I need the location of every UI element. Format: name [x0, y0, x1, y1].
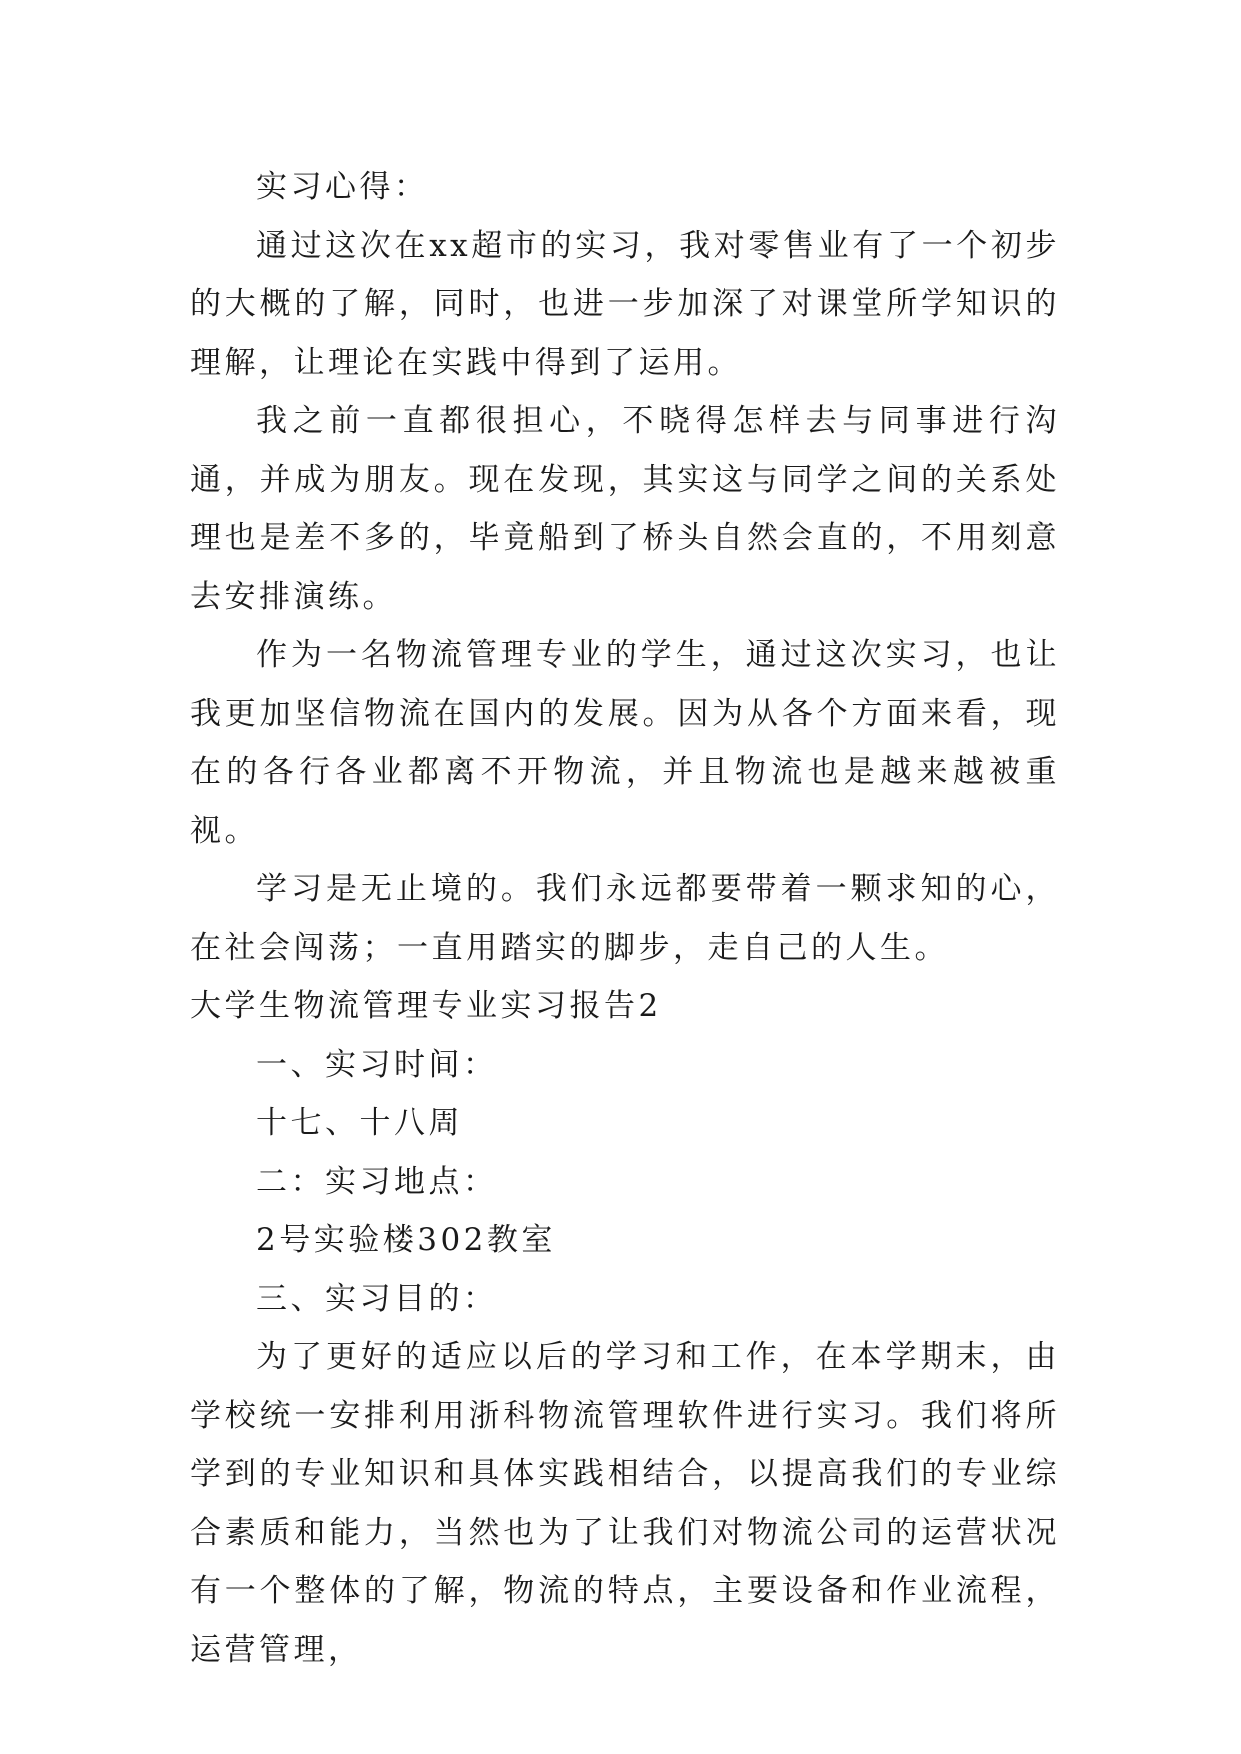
- paragraph-heading-internship-experience: 实习心得：: [256, 169, 429, 205]
- section-heading-time: 一、实习时间：: [256, 1046, 498, 1083]
- paragraph: 为了更好的适应以后的学习和工作，在本学期末，由学校统一安排利用浙科物流管理软件进行实习。我们将所学到的专业知识和具体实践相结合，以提高我们的专业综合素质和能力，当然也为了让我们对物流公司的运营状况有一个整体的了解，物流的特点，主要设备和作业流程，运营管理，: [190, 1339, 1060, 1668]
- paragraph: 学习是无止境的。我们永远都要带着一颗求知的心，在社会闯荡；一直用踏实的脚步，走自己的人生。: [190, 871, 1060, 966]
- document-body: [190, 158, 1060, 1679]
- paragraph: 我之前一直都很担心，不晓得怎样去与同事进行沟通，并成为朋友。现在发现，其实这与同学之间的关系处理也是差不多的，毕竟船到了桥头自然会直的，不用刻意去安排演练。: [190, 403, 1060, 615]
- paragraph: 作为一名物流管理专业的学生，通过这次实习，也让我更加坚信物流在国内的发展。因为从各个方面来看，现在的各行各业都离不开物流，并且物流也是越来越被重视。: [190, 637, 1060, 849]
- section-heading-location: 二：实习地点：: [256, 1163, 498, 1200]
- section-heading-purpose: 三、实习目的：: [256, 1280, 498, 1317]
- section-value-time: 十七、十八周: [256, 1105, 463, 1141]
- paragraph: 通过这次在xx超市的实习，我对零售业有了一个初步的大概的了解，同时，也进一步加深了对课堂所学知识的理解，让理论在实践中得到了运用。: [190, 227, 1060, 381]
- section-value-location: 2号实验楼302教室: [256, 1222, 556, 1258]
- section-title-report-2: 大学生物流管理专业实习报告2: [190, 988, 662, 1024]
